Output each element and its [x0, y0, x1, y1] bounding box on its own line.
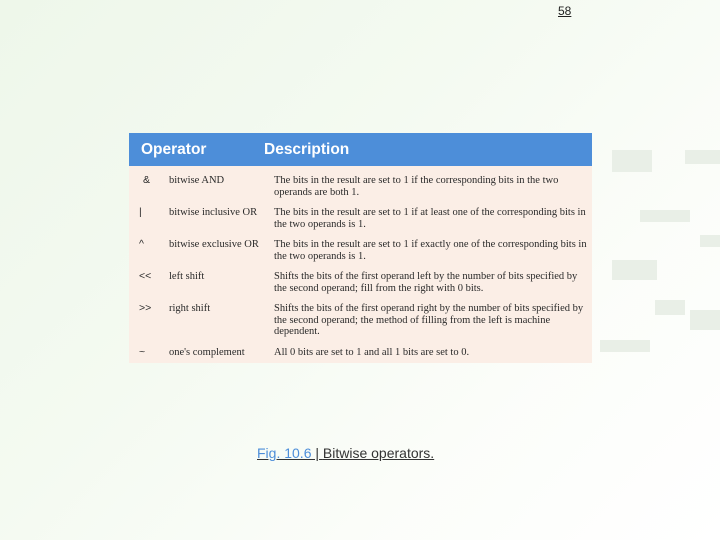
operator-name: bitwise exclusive OR	[169, 239, 259, 250]
table-row	[129, 303, 592, 338]
decorative-stripe	[640, 210, 690, 222]
operator-symbol: &	[143, 174, 151, 186]
decorative-stripe	[690, 310, 720, 330]
table-row	[129, 347, 592, 359]
operator-description: The bits in the result are set to 1 if the corresponding bits in the two operands are both 1.	[274, 175, 559, 198]
caption-text: Bitwise operators.	[322, 445, 435, 461]
table-header	[129, 133, 592, 166]
operator-name: bitwise AND	[169, 175, 225, 186]
decorative-stripe	[612, 260, 657, 280]
decorative-stripe	[700, 235, 720, 247]
table-row	[129, 207, 592, 230]
operator-description: The bits in the result are set to 1 if exactly one of the corresponding bits in the two operands is 1.	[274, 239, 587, 262]
caption-separator: |	[311, 445, 323, 461]
page-number: 58	[558, 4, 572, 18]
operator-symbol: ~	[139, 345, 146, 358]
operator-description: Shifts the bits of the first operand right by the number of bits specified by the second operand; the method of filling from the left is machine dependent.	[274, 303, 584, 337]
decorative-stripe	[612, 150, 652, 172]
table-row	[129, 239, 592, 262]
operator-description: All 0 bits are set to 1 and all 1 bits are set to 0.	[274, 346, 470, 358]
header-description: Description	[264, 140, 350, 158]
operator-name: left shift	[169, 271, 205, 282]
bitwise-operators-table	[129, 133, 592, 363]
decorative-stripe	[655, 300, 685, 315]
figure-label: Fig. 10.6	[257, 445, 312, 461]
table-row	[129, 271, 592, 294]
operator-symbol: <<	[139, 270, 152, 282]
operator-name: one's complement	[169, 346, 245, 358]
figure-caption	[257, 445, 434, 461]
operator-name: bitwise inclusive OR	[169, 207, 258, 218]
table-row	[129, 175, 592, 198]
operator-symbol: >>	[139, 302, 152, 314]
decorative-stripe	[685, 150, 720, 164]
decorative-stripe	[600, 340, 650, 352]
operator-description: Shifts the bits of the first operand left by the number of bits specified by the second operand; fill from the right with 0 bits.	[274, 271, 578, 294]
operator-description: The bits in the result are set to 1 if at least one of the corresponding bits in the two operands is 1.	[274, 207, 586, 230]
header-operator: Operator	[141, 140, 207, 158]
operator-name: right shift	[169, 303, 211, 314]
operator-symbol: ^	[139, 238, 144, 250]
operator-symbol: |	[139, 206, 142, 218]
